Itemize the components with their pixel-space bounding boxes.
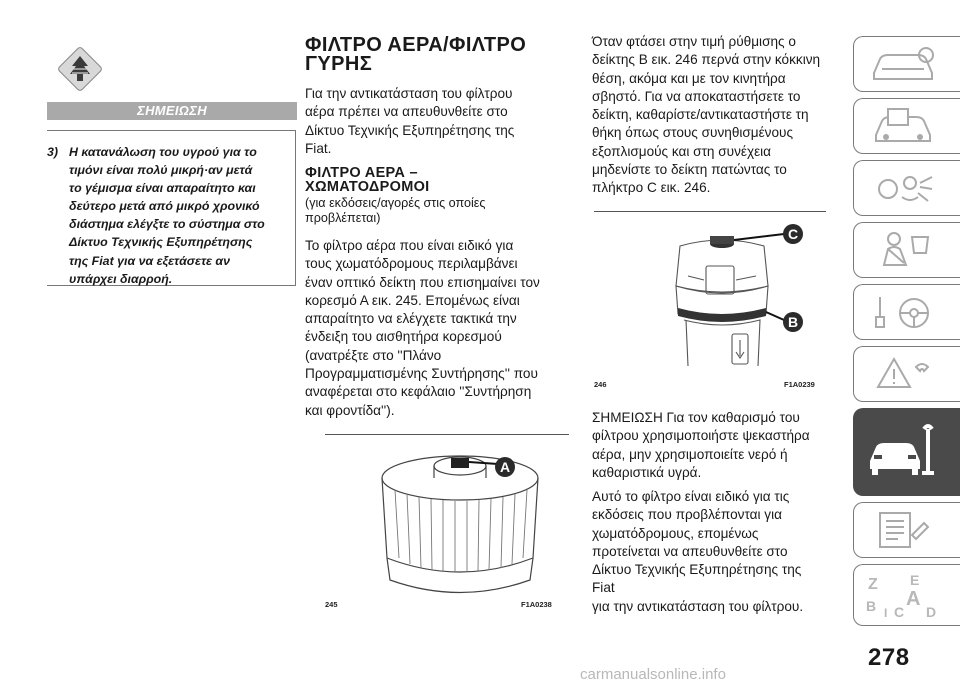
figure-number: 246 bbox=[594, 380, 607, 389]
right-intro-paragraph bbox=[592, 33, 824, 198]
subheading-line: ΦΙΛΤΡΟ ΑΕΡΑ – bbox=[305, 165, 418, 181]
intro-paragraph bbox=[305, 85, 567, 158]
text-line: Fiat. bbox=[305, 140, 332, 156]
tab-lights[interactable] bbox=[853, 160, 960, 216]
sub-note bbox=[305, 196, 567, 225]
text-line: και φροντίδα''). bbox=[305, 402, 395, 418]
technical-data-icon bbox=[866, 509, 946, 551]
note-box bbox=[47, 130, 296, 286]
text-line: έναν οπτικό δείκτη που επισημαίνει τον bbox=[305, 274, 540, 290]
text-line: ένδειξη του αισθητήρα κορεσμού bbox=[305, 329, 502, 345]
tab-emergency[interactable] bbox=[853, 346, 960, 402]
cleaning-note bbox=[592, 409, 824, 482]
tab-dashboard[interactable] bbox=[853, 36, 960, 92]
note-line: το γέμισμα είναι απαραίτητο και bbox=[69, 181, 256, 196]
figure-code: F1A0238 bbox=[521, 600, 552, 609]
text-line: σβηστό. Για να αποκαταστήσετε το bbox=[592, 88, 801, 104]
text-line: δείκτη, καθαρίστε/αντικαταστήστε τη bbox=[592, 107, 809, 123]
text-line: αναφέρεται στο κεφάλαιο ''Συντήρηση bbox=[305, 384, 532, 400]
text-line: εξοπλισμούς και στη συνέχεια bbox=[592, 143, 772, 159]
final-paragraph bbox=[592, 488, 824, 616]
text-line: για την αντικατάσταση του φίλτρου. bbox=[592, 598, 804, 614]
index-letter: B bbox=[866, 598, 877, 614]
text-line: Δίκτυο Τεχνικής Εξυπηρέτησης της Fiat bbox=[592, 562, 802, 596]
tab-car-info[interactable] bbox=[853, 98, 960, 154]
tab-starting-driving[interactable] bbox=[853, 284, 960, 340]
text-line: μηδενίστε το δείκτη πατώντας το bbox=[592, 162, 787, 178]
text-line: απαραίτητο να ελέγχετε τακτικά την bbox=[305, 311, 517, 327]
watermark: carmanualsonline.info bbox=[580, 666, 726, 683]
tab-index[interactable] bbox=[853, 564, 960, 626]
figure-top-rule bbox=[325, 434, 569, 435]
index-letter: E bbox=[910, 572, 920, 588]
car-info-icon bbox=[866, 105, 946, 147]
car-maintenance-icon bbox=[866, 415, 946, 491]
key-steering-icon bbox=[866, 291, 946, 333]
text-line: κορεσμό Α εικ. 245. Επομένως είναι bbox=[305, 292, 520, 308]
text-line: Προγραμματισμένης Συντήρησης'' που bbox=[305, 366, 538, 382]
note-line: Η κατανάλωση του υγρού για το bbox=[69, 145, 257, 159]
note-line: υπάρχει διαρροή. bbox=[69, 271, 173, 286]
figure-label-a: A bbox=[499, 459, 511, 475]
car-dashboard-icon bbox=[866, 43, 946, 85]
warning-triangle-icon bbox=[866, 353, 946, 395]
text-line: τους χωματόδρομους περιλαμβάνει bbox=[305, 256, 518, 272]
text-line: αέρα πρέπει να απευθυνθείτε στο bbox=[305, 104, 508, 120]
index-letter: D bbox=[926, 604, 937, 620]
text-line: αέρα, μην χρησιμοποιείτε νερό ή bbox=[592, 446, 788, 462]
text-line: φίλτρου χρησιμοποιήστε ψεκαστήρα bbox=[592, 428, 810, 444]
note-line: διάστημα ελέγξτε το σύστημα στο bbox=[69, 217, 265, 232]
page-number: 278 bbox=[868, 644, 910, 671]
text-line: Για την αντικατάσταση του φίλτρου bbox=[305, 86, 513, 101]
text-line: Όταν φτάσει στην τιμή ρύθμισης ο bbox=[592, 34, 796, 49]
figure-label-c: C bbox=[787, 226, 799, 242]
index-letter: I bbox=[884, 606, 888, 620]
text-line: (για εκδόσεις/αγορές στις οποίες bbox=[305, 196, 486, 210]
tab-maintenance[interactable] bbox=[853, 408, 960, 496]
figure-top-rule bbox=[594, 211, 826, 212]
text-line: Το φίλτρο αέρα που είναι ειδικό για bbox=[305, 238, 514, 253]
index-letters-icon bbox=[866, 571, 946, 621]
index-letter: C bbox=[894, 604, 905, 620]
text-line: προβλέπεται) bbox=[305, 210, 381, 225]
text-line: καθαριστικά υγρά. bbox=[592, 464, 702, 480]
figure-code: F1A0239 bbox=[784, 380, 815, 389]
note-line: Δίκτυο Τεχνικής Εξυπηρέτησης bbox=[69, 235, 253, 250]
title-line: ΓΥΡΗΣ bbox=[305, 53, 373, 75]
note-number: 3) bbox=[47, 145, 59, 159]
tab-technical-data[interactable] bbox=[853, 502, 960, 558]
text-line: πλήκτρο C εικ. 246. bbox=[592, 180, 711, 196]
note-line: της Fiat για να εξετάσετε αν bbox=[69, 253, 230, 268]
subheading bbox=[305, 166, 567, 194]
text-line: δείκτης Β εικ. 246 περνά στην κόκκινη bbox=[592, 52, 821, 68]
text-line: εκδόσεις που προβλέπονται για bbox=[592, 507, 782, 523]
text-line: Αυτό το φίλτρο είναι ειδικό για τις bbox=[592, 489, 790, 504]
body-paragraph bbox=[305, 237, 567, 420]
figure-label-b: B bbox=[787, 314, 799, 330]
note-header: ΣΗΜΕΙΩΣΗ bbox=[47, 102, 297, 120]
figure-number: 245 bbox=[325, 600, 338, 609]
text-line: (ανατρέξτε στο ''Πλάνο bbox=[305, 347, 442, 363]
air-filter-figure bbox=[365, 440, 565, 600]
text-line: Δίκτυο Τεχνικής Εξυπηρέτησης της bbox=[305, 122, 515, 138]
tab-safety[interactable] bbox=[853, 222, 960, 278]
note-text bbox=[69, 143, 285, 288]
text-line: ΣΗΜΕΙΩΣΗ Για τον καθαρισμό του bbox=[592, 410, 800, 425]
text-line: θήκη όπως στους συνηθισμένους bbox=[592, 125, 794, 141]
index-letter: A bbox=[906, 588, 921, 610]
section-title bbox=[305, 36, 567, 74]
note-line: τιμόνι είναι πολύ μικρή·αν μετά bbox=[69, 163, 253, 178]
title-line: ΦΙΛΤΡΟ ΑΕΡΑ/ΦΙΛΤΡΟ bbox=[305, 34, 527, 56]
tree-note-icon bbox=[55, 44, 105, 94]
subheading-line: ΧΩΜΑΤΟΔΡΟΜΟΙ bbox=[305, 179, 430, 195]
text-line: προτείνεται να απευθυνθείτε στο bbox=[592, 543, 788, 559]
saturation-indicator-figure bbox=[652, 216, 822, 376]
text-line: χωματόδρομους, επομένως bbox=[592, 525, 759, 541]
lights-icon bbox=[866, 167, 946, 209]
text-line: θέση, ακόμα και με τον κινητήρα bbox=[592, 70, 786, 86]
index-letter: Z bbox=[868, 576, 878, 593]
note-line: δεύτερο μετά από μικρό χρονικό bbox=[69, 199, 260, 214]
seatbelt-airbag-icon bbox=[866, 229, 946, 271]
